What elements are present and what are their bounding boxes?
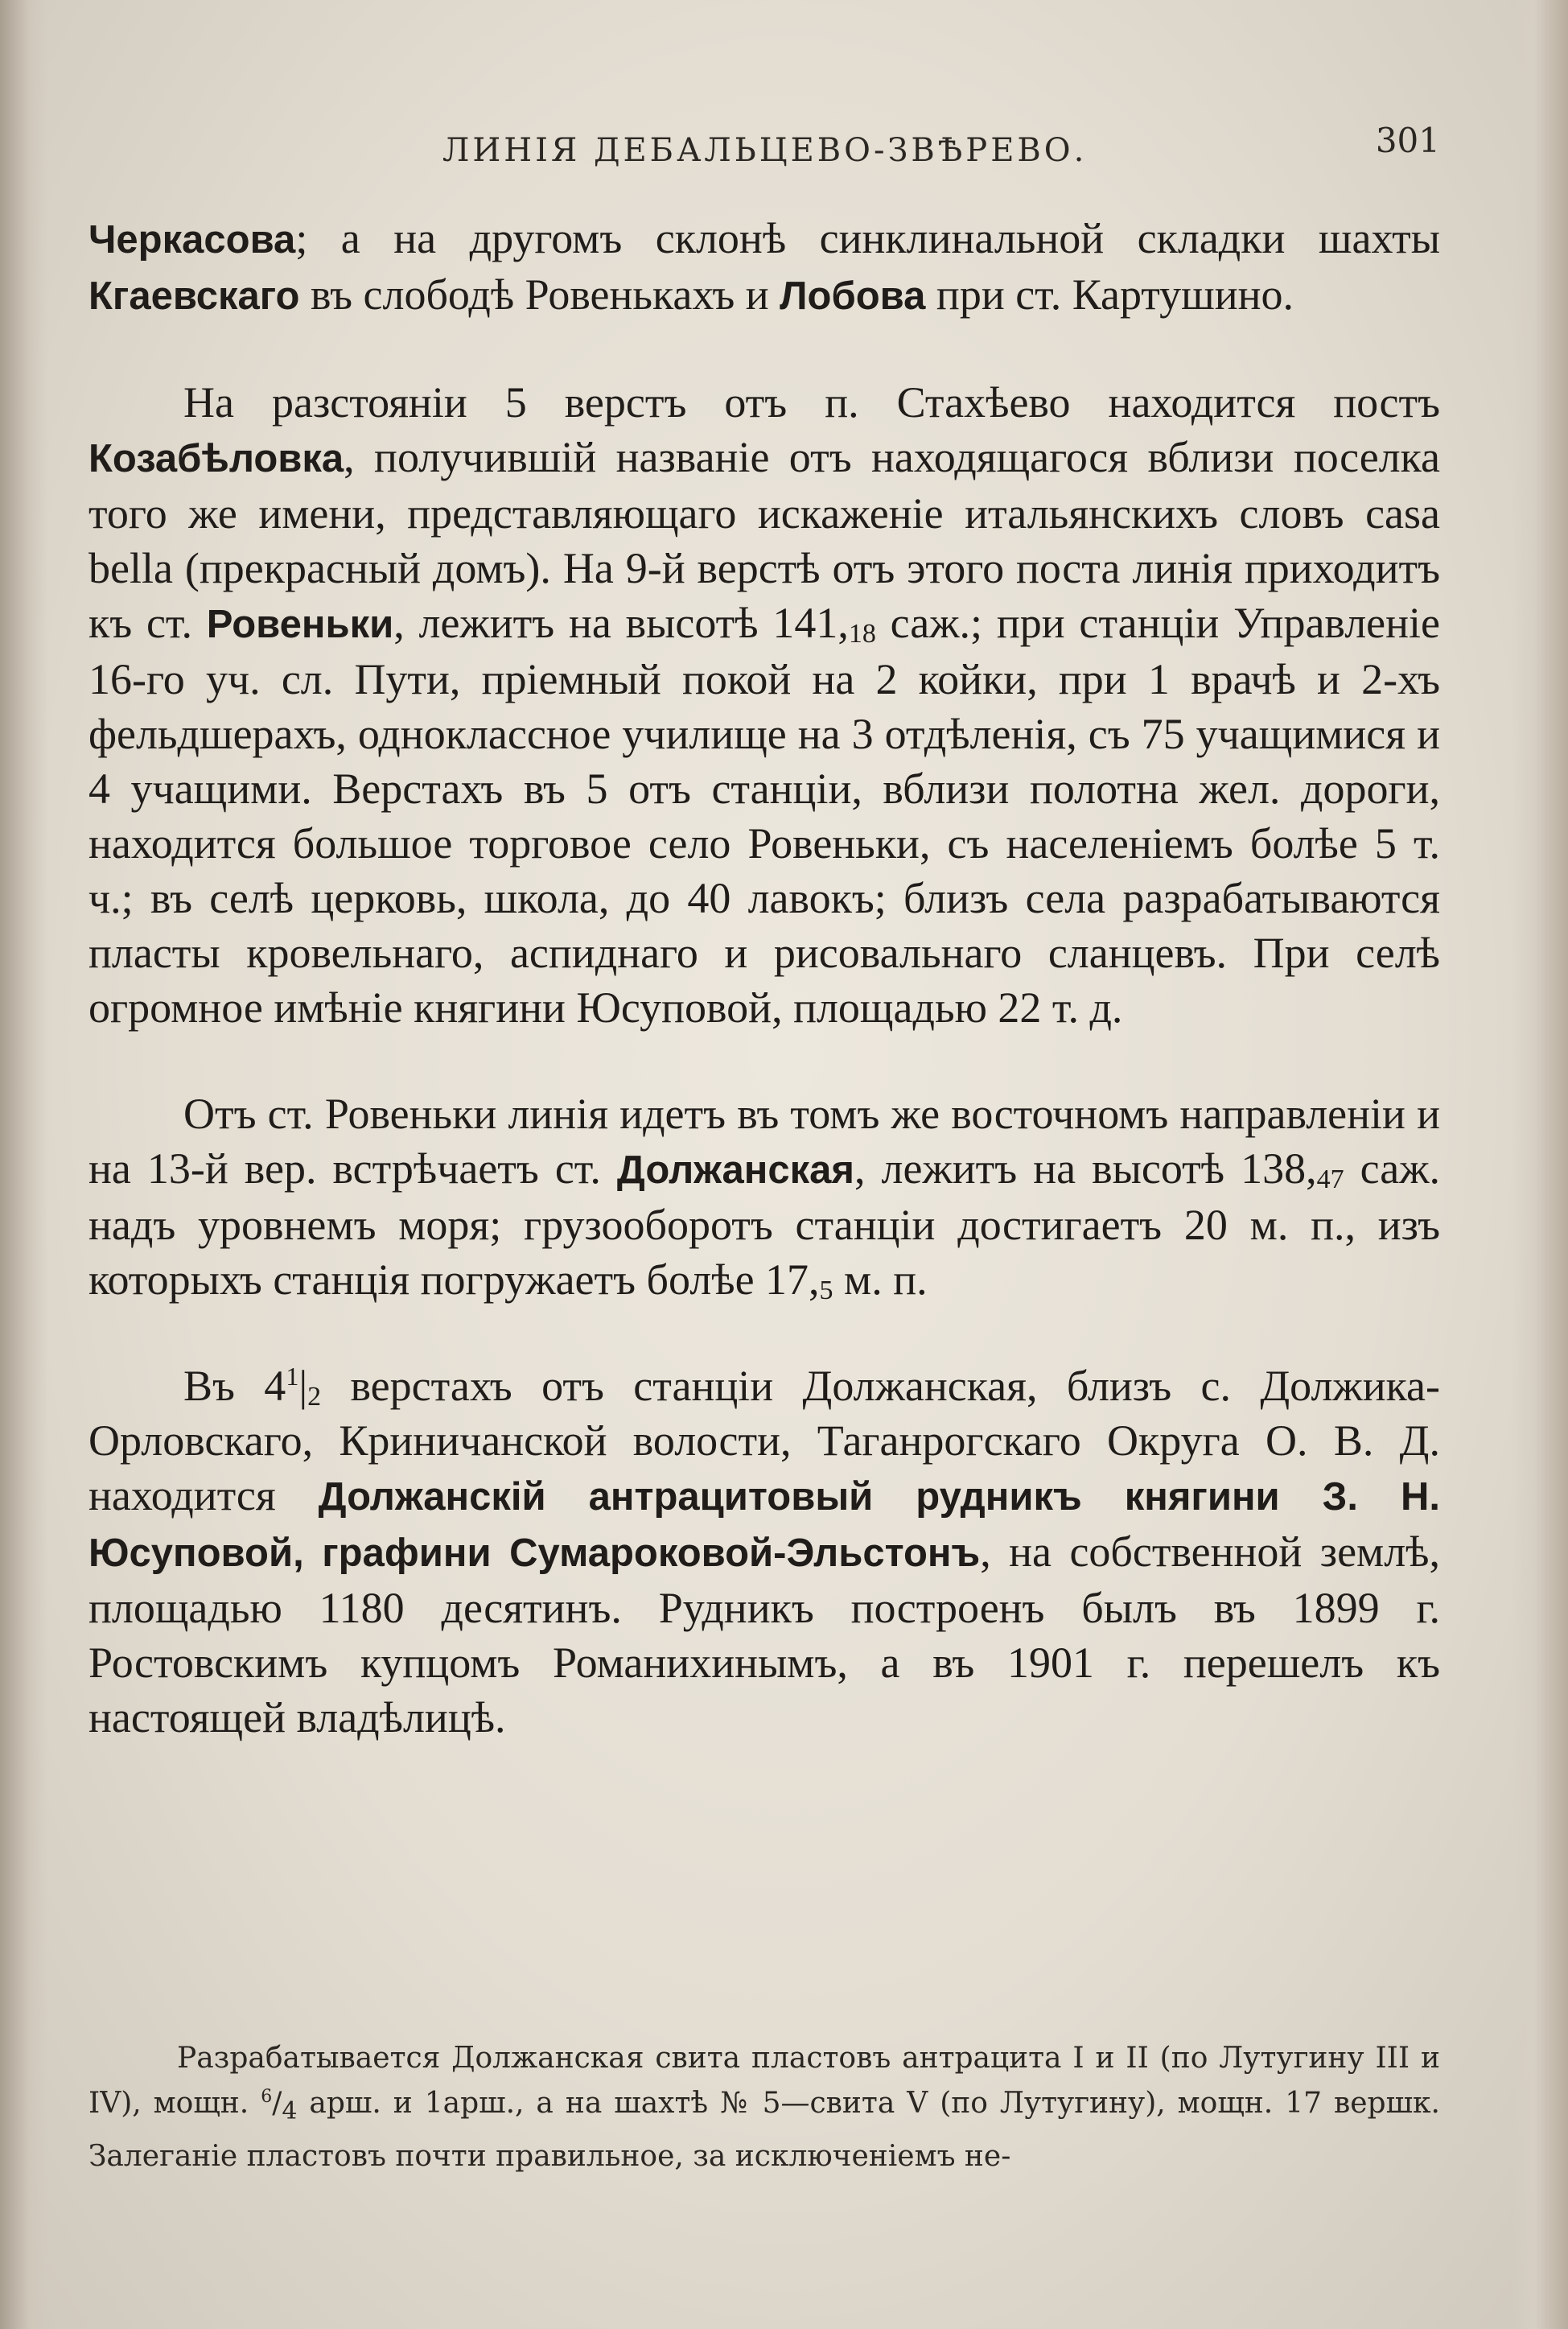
page-number: 301 xyxy=(1375,121,1440,160)
paragraph-3: Отъ ст. Ровеньки линія идетъ въ томъ же восточномъ направленіи и на 13-й вер. встрѣчаетъ ст. Должанская, лежитъ на высотѣ $138,_{47}$ саж. надъ уровнемъ моря; грузооборотъ станціи достигаетъ 20 м. п., изъ которыхъ станція погружаетъ болѣе $17,_5$ м. п. xyxy=(88,1090,1441,1305)
fraction-numerator: 1 xyxy=(286,1362,299,1391)
name-rovenki: Ровеньки xyxy=(206,603,394,646)
name-kgaevsky: Кгаевскаго xyxy=(88,274,300,318)
page-edge-shadow-right xyxy=(1512,0,1568,2329)
name-dolzhansky-mine: Должанскій антрацитовый рудникъ княгини З. Н. Юсуповой, графини Сумароковой-Эльстонъ xyxy=(88,1475,1440,1575)
running-head: ЛИНІЯ ДЕБАЛЬЦЕВО-ЗВѢРЕВО. xyxy=(442,132,1088,169)
subscript-47: 47 xyxy=(1316,1164,1344,1194)
footnote-fraction-bar: / xyxy=(272,2087,282,2120)
footnote-text: Разрабатывается Должанская свита пластовъ антрацита I и II (по Лутугину III и IV), мощн. $^6/_4$ арш. и 1арш., а на шахтѣ № 5—свита V (по Лутугину), мощн. 17 вершк. Залеганіе пластовъ почти правильное, за исключеніемъ не- xyxy=(88,2042,1440,2174)
footnote-fraction-denominator: 4 xyxy=(282,2097,298,2126)
subscript-18: 18 xyxy=(848,619,876,649)
name-cherkasov: Черкасова xyxy=(88,218,296,262)
name-kozabelovka: Козабѣловка xyxy=(88,437,344,480)
fraction-bar: | xyxy=(298,1362,308,1410)
page-header xyxy=(88,121,1440,177)
name-lobov: Лобова xyxy=(780,274,926,318)
fraction-denominator: 2 xyxy=(307,1382,322,1412)
subscript-5: 5 xyxy=(819,1276,833,1305)
body-text xyxy=(88,211,1440,1796)
footnote-fraction-numerator: 6 xyxy=(261,2087,273,2107)
paragraph-4: Въ $4^1|_2$ верстахъ отъ станціи Должанская, близъ с. Должика-Орловскаго, Криничанской волости, Таганрогскаго Округа О. В. Д. находится Должанскій антрацитовый рудникъ княгини З. Н. Юсуповой, графини Сумароковой-Эльстонъ, на собственной землѣ, площадью 1180 десятинъ. Рудникъ построенъ былъ въ 1899 г. Ростовскимъ купцомъ Романихинымъ, а въ 1901 г. перешелъ къ настоящей владѣлицѣ. xyxy=(88,1362,1440,1742)
paragraph-1: Черкасова; а на другомъ склонѣ синклинальной складки шахты Кгаевскаго въ слободѣ Ровенькахъ и Лобова при ст. Картушино. xyxy=(88,214,1440,319)
footnote xyxy=(88,2036,1440,2179)
page-gutter-shadow-left xyxy=(0,0,48,2329)
name-dolzhanskaya: Должанская xyxy=(616,1148,855,1192)
paragraph-2: На разстояніи 5 верстъ отъ п. Стахѣево находится постъ Козабѣловка, получившій названіе отъ находящагося вблизи поселка того же имени, представляющаго искаженіе итальянскихъ словъ casa bella (прекрасный домъ). На 9-й верстѣ отъ этого поста линія приходитъ къ ст. Ровеньки, лежитъ на высотѣ $141,_{18}$ саж.; при станціи Управленіе 16-го уч. сл. Пути, пріемный покой на 2 койки, при 1 врачѣ и 2-хъ фельдшерахъ, одноклассное училище на 3 отдѣленія, съ 75 учащимися и 4 учащими. Верстахъ въ 5 отъ станціи, вблизи полотна жел. дороги, находится большое торговое село Ровеньки, съ населеніемъ болѣе 5 т. ч.; въ селѣ церковь, школа, до 40 лавокъ; близъ села разрабатываются пласты кровельнаго, аспиднаго и рисовальнаго сланцевъ. При селѣ огромное имѣніе княгини Юсуповой, площадью 22 т. д. xyxy=(88,378,1440,1032)
